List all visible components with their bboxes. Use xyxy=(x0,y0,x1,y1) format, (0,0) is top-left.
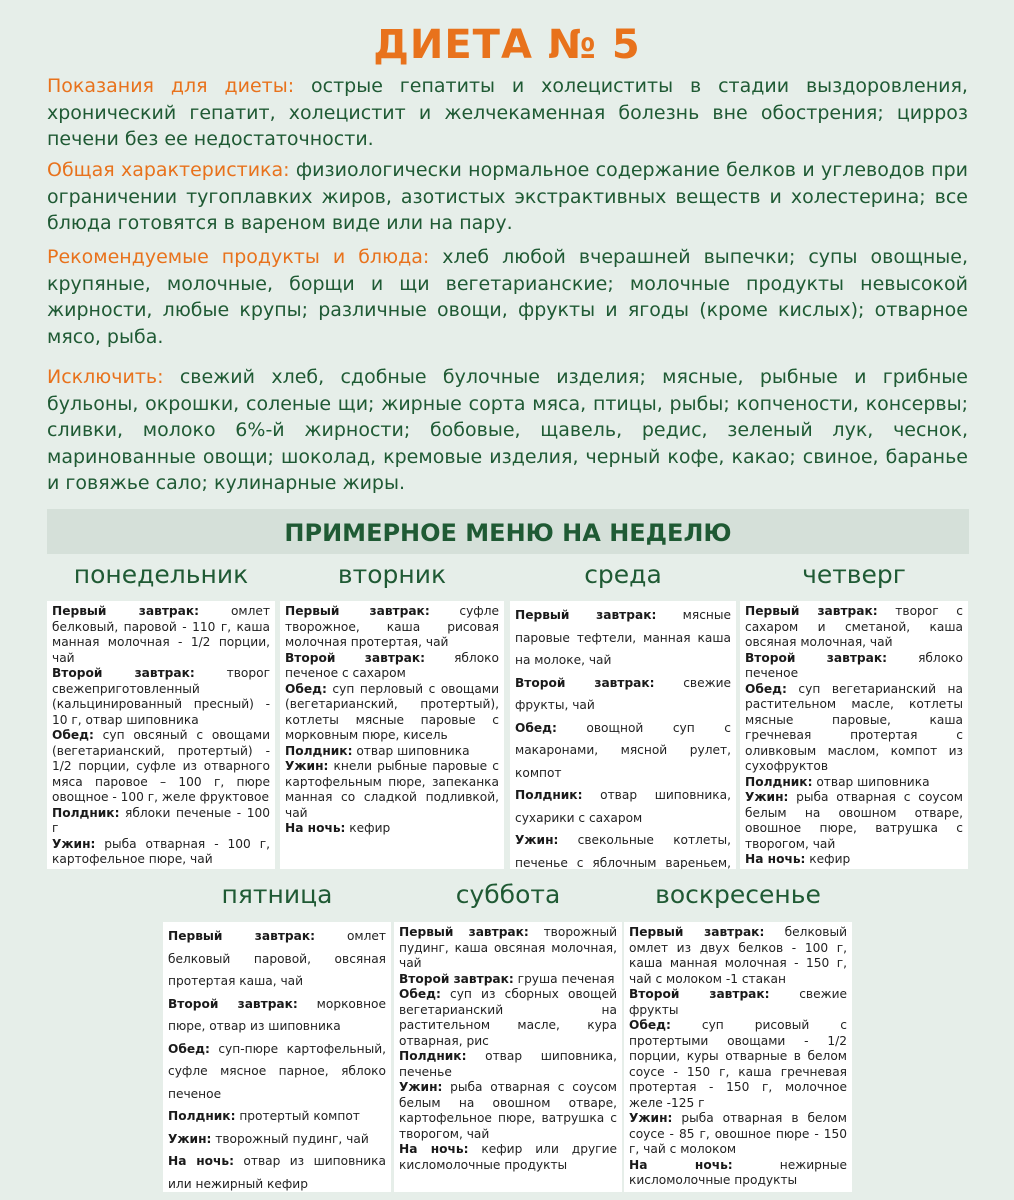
section-text: хлеб любой вчерашней выпечки; супы овощные, крупяные, молочные, борщи и щи вегетарианские; молочные продукты невысокой жирности, любые крупы; различные овощи, фрукты и ягоды (кроме кислых); отварное мясо, рыба. xyxy=(47,246,968,348)
meal-label: Второй завтрак: xyxy=(629,987,770,1001)
meal-label: Обед: xyxy=(52,728,94,742)
menu-card-tuesday xyxy=(280,601,504,869)
meal-row xyxy=(285,744,499,760)
day-heading-monday: понедельник xyxy=(73,560,249,589)
meal-text: суп-пюре картофельный, суфле мясное парное, яблоко печеное xyxy=(168,1041,386,1101)
menu-card-sunday xyxy=(624,922,852,1192)
section-exclude xyxy=(47,364,968,497)
day-heading-thursday: четверг xyxy=(802,560,906,589)
meal-row xyxy=(285,651,499,682)
meal-label: На ночь: xyxy=(168,1154,234,1168)
meal-label: Полдник: xyxy=(168,1109,236,1123)
meal-label: Ужин: xyxy=(515,833,559,847)
meal-text: творожный пудинг, чай xyxy=(211,1131,369,1146)
meal-text: суп рисовый с протертыми овощами - 1/2 порции, куры отварные в белом соусе - 150 г, каша гречневая протертая - 150 г, молочное желе -125 г xyxy=(629,1018,847,1110)
section-indications xyxy=(47,73,968,153)
meal-row xyxy=(399,1142,617,1173)
meal-text: отвар шиповника xyxy=(352,743,470,758)
meal-row xyxy=(515,829,731,869)
section-text: острые гепатиты и холециститы в стадии выздоровления, хронический гепатит, холецистит и желчекаменная болезнь вне обострения; цирроз печени без ее недостаточности. xyxy=(47,75,968,150)
meal-text: кнели рыбные паровые с картофельным пюре, запеканка манная со сладкой подливкой, чай xyxy=(285,759,499,820)
meal-text: рыба отварная - 100 г, картофельное пюре, чай xyxy=(52,836,270,866)
meal-row xyxy=(52,728,270,806)
day-heading-wednesday: среда xyxy=(584,560,662,589)
meal-row xyxy=(52,868,270,870)
meal-text: яблоко печеное xyxy=(745,650,963,680)
meal-text: белковый омлет из двух белков - 100 г, каша манная молочная - 150 г, чай с молоком -1 стакан xyxy=(629,925,847,986)
meal-row xyxy=(629,925,847,987)
meal-text: суп перловый с овощами (вегетарианский, протертый), котлеты мясные паровые с морковным пюре, кисель xyxy=(285,681,499,742)
meal-row xyxy=(285,682,499,744)
meal-label: Ужин: xyxy=(168,1131,212,1146)
meal-text: рыба отварная с соусом белым на овошном отваре, картофельное пюре, ватрушка с творогом, чай xyxy=(399,1080,617,1141)
section-label: Рекомендуемые продукты и блюда: xyxy=(47,246,430,268)
meal-text: творог свежеприготовленный (кальцинированный пресный) - 10 г, отвар шиповника xyxy=(52,666,270,727)
meal-text: кефир xyxy=(805,852,851,866)
meal-label: На ночь: xyxy=(629,1157,733,1172)
meal-label: Второй завтрак: xyxy=(168,996,298,1011)
section-recommended xyxy=(47,244,968,350)
menu-card-thursday xyxy=(740,601,968,869)
meal-label: Обед: xyxy=(168,1041,210,1056)
meal-row xyxy=(168,1150,386,1192)
meal-text: отвар из шиповника или нежирный кефир xyxy=(168,1154,386,1191)
meal-label: На ночь: xyxy=(399,1142,469,1156)
meal-text: свежие фрукты xyxy=(629,987,847,1017)
meal-label: Обед: xyxy=(745,681,787,696)
meal-text: отвар шиповника, печенье xyxy=(399,1049,617,1079)
meal-text: творожный пудинг, каша овсяная молочная, чай xyxy=(399,925,617,970)
meal-text: свекольные котлеты, печенье с яблочным вареньем, xyxy=(515,833,731,869)
meal-row xyxy=(52,666,270,728)
meal-row xyxy=(629,1018,847,1111)
meal-label: Первый завтрак: xyxy=(168,929,315,943)
meal-text: рыба отварная с соусом белым на овошном отваре, овошное пюре, ватрушка с творогом, чай xyxy=(745,790,963,851)
meal-row xyxy=(168,993,386,1038)
meal-row xyxy=(745,852,963,868)
meal-label: На ночь: xyxy=(745,852,806,866)
meal-row xyxy=(399,1080,617,1142)
meal-row xyxy=(745,682,963,775)
meal-text: мясные паровые тефтели, манная каша на молоке, чай xyxy=(515,608,731,667)
meal-text: рыба отварная в белом соусе - 85 г, овошное пюре - 150 г, чай с молоком xyxy=(629,1111,847,1156)
meal-row xyxy=(745,790,963,852)
section-label: Показания для диеты: xyxy=(47,75,295,97)
meal-text: отвар шиповника, сухарики с сахаром xyxy=(515,788,731,825)
meal-row xyxy=(515,604,731,672)
meal-text: творог с сахаром и сметаной, каша овсяная молочная, чай xyxy=(745,604,963,649)
section-label: Исключить: xyxy=(47,366,164,388)
day-heading-friday: пятница xyxy=(221,880,333,909)
meal-text: омлет белковый паровой, овсяная протертая каша, чай xyxy=(168,929,386,988)
meal-row xyxy=(285,604,499,651)
meal-label: Ужин: xyxy=(285,759,329,773)
meal-label: Обед: xyxy=(515,720,557,735)
meal-text: суп овсяный с овощами (вегетарианский, протертый) - 1/2 порции, суфле из отварного мяса паровое – 100 г, пюре овощное - 100 г, желе фруктовое xyxy=(52,728,270,804)
meal-label: На ночь: xyxy=(285,821,346,835)
meal-label: Второй завтрак: xyxy=(285,650,425,665)
meal-row xyxy=(52,604,270,666)
meal-text: омлет белковый, паровой - 110 г, каша манная молочная - 1/2 порции, чай xyxy=(52,604,270,665)
meal-label: Первый завтрак: xyxy=(399,925,529,939)
meal-row xyxy=(629,1158,847,1189)
meal-row xyxy=(399,1049,617,1080)
meal-row xyxy=(515,717,731,785)
meal-text: нежирные кисломолочные продукты xyxy=(629,1157,847,1187)
menu-card-wednesday xyxy=(510,601,736,869)
meal-label: Обед: xyxy=(399,987,441,1001)
menu-card-friday xyxy=(163,922,391,1192)
meal-row xyxy=(52,806,270,837)
meal-row xyxy=(399,987,617,1049)
meal-row xyxy=(629,987,847,1018)
meal-row xyxy=(52,837,270,868)
meal-row xyxy=(745,775,963,791)
meal-row xyxy=(399,925,617,972)
meal-label: Второй завтрак: xyxy=(745,650,887,665)
meal-label: Первый завтрак: xyxy=(52,604,199,618)
meal-text: яблоки печеные - 100 г xyxy=(52,805,270,835)
meal-row xyxy=(285,821,499,837)
meal-label: Полдник: xyxy=(399,1049,467,1063)
meal-text: свежие фрукты, чай xyxy=(515,675,731,712)
meal-row xyxy=(285,759,499,821)
menu-header-band xyxy=(47,509,969,554)
meal-text: яблоко печеное с сахаром xyxy=(285,650,499,680)
meal-row xyxy=(745,651,963,682)
section-text: свежий хлеб, сдобные булочные изделия; мясные, рыбные и грибные бульоны, окрошки, соленые щи; жирные сорта мяса, птицы, рыбы; копчености, консервы; сливки, молоко 6%-й жирности; бобовые, щавель, редис, зеленый лук, чеснок, маринованные овощи; шоколад, кремовые изделия, черный кофе, какао; свиное, баранье и говяжье сало; кулинарные жиры. xyxy=(47,366,968,494)
meal-row xyxy=(168,1105,386,1128)
meal-row xyxy=(515,784,731,829)
meal-text: овощной суп с макаронами, мясной рулет, компот xyxy=(515,720,731,780)
meal-label: Ужин: xyxy=(745,790,789,804)
meal-label: Ужин: xyxy=(629,1111,673,1125)
meal-label: Полдник: xyxy=(285,743,353,758)
meal-text xyxy=(112,868,160,870)
meal-text: кефир или другие кисломолочные продукты xyxy=(399,1142,617,1172)
meal-row xyxy=(745,604,963,651)
meal-label: Первый завтрак: xyxy=(285,604,430,618)
meal-label: Первый завтрак: xyxy=(515,608,657,622)
meal-text: суп из сборных овощей вегетарианский на растительном масле, кура отварная, рис xyxy=(399,987,617,1048)
day-heading-sunday: воскресенье xyxy=(655,880,821,909)
meal-label: Полдник: xyxy=(52,805,120,820)
day-heading-tuesday: вторник xyxy=(337,560,447,589)
meal-text: суфле творожное, каша рисовая молочная протертая, чай xyxy=(285,604,499,649)
meal-row xyxy=(168,1038,386,1106)
meal-text: отвар шиповника xyxy=(812,774,930,789)
meal-label: Обед: xyxy=(629,1018,671,1032)
section-label: Общая характеристика: xyxy=(47,159,290,181)
meal-label xyxy=(52,868,112,870)
page-title: ДИЕТА № 5 xyxy=(373,22,641,68)
meal-label: Второй завтрак: xyxy=(399,971,514,986)
meal-label: Полдник: xyxy=(745,774,813,789)
meal-label: Ужин: xyxy=(52,836,96,851)
menu-card-monday xyxy=(47,601,275,869)
meal-label: Первый завтрак: xyxy=(629,925,765,939)
meal-row xyxy=(399,972,617,988)
meal-text: протертый компот xyxy=(235,1109,360,1123)
meal-row xyxy=(515,672,731,717)
meal-text: морковное пюре, отвар из шиповника xyxy=(168,996,386,1033)
meal-row xyxy=(168,925,386,993)
section-characteristics xyxy=(47,157,968,237)
meal-label: Полдник: xyxy=(515,788,583,802)
section-text: физиологически нормальное содержание белков и углеводов при ограничении тугоплавких жиров, азотистых экстрактивных веществ и холестерина; все блюда готовятся в вареном виде или на пару. xyxy=(47,159,968,234)
meal-label: Ужин: xyxy=(399,1080,443,1094)
menu-title: ПРИМЕРНОЕ МЕНЮ НА НЕДЕЛЮ xyxy=(284,519,732,547)
meal-label: Второй завтрак: xyxy=(515,675,655,690)
meal-label: Первый завтрак: xyxy=(745,604,878,618)
meal-text: кефир xyxy=(345,821,391,835)
meal-row xyxy=(629,1111,847,1158)
meal-text: суп вегетарианский на растительном масле, котлеты мясные паровые, каша гречневая протертая с оливковым маслом, компот из сухофруктов xyxy=(745,681,963,773)
menu-card-saturday xyxy=(394,922,622,1192)
meal-row xyxy=(168,1128,386,1151)
meal-text: груша печеная xyxy=(513,971,615,986)
day-heading-saturday: суббота xyxy=(455,880,561,909)
meal-label: Обед: xyxy=(285,681,327,696)
meal-label: Второй завтрак: xyxy=(52,666,195,680)
